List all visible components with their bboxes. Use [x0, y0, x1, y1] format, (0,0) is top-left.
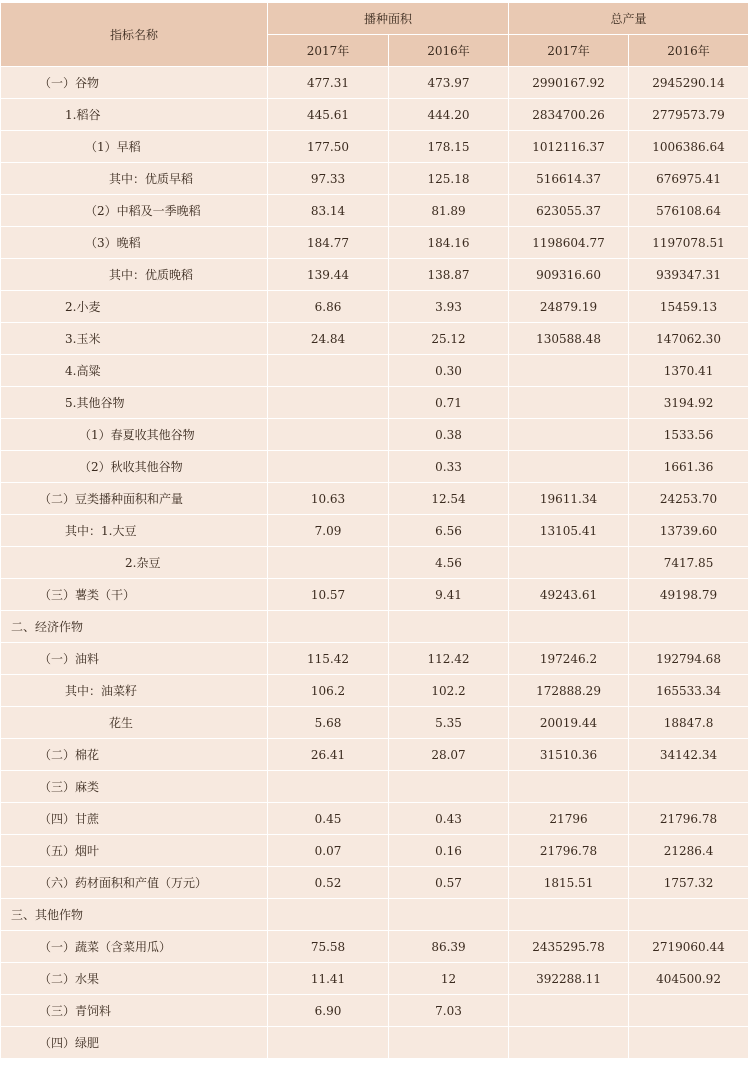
row-output-2016: 21286.4	[629, 835, 749, 867]
row-area-2017: 10.57	[268, 579, 389, 611]
table-row	[1, 355, 749, 387]
row-output-2017	[509, 995, 629, 1027]
table-row	[1, 227, 749, 259]
row-output-2016: 1006386.64	[629, 131, 749, 163]
row-area-2016: 25.12	[389, 323, 509, 355]
row-area-2017: 6.86	[268, 291, 389, 323]
crop-statistics-table	[0, 2, 749, 1059]
row-output-2017: 1012116.37	[509, 131, 629, 163]
row-output-2016: 2945290.14	[629, 67, 749, 99]
row-indicator-name: 其中：1.大豆	[1, 515, 268, 547]
row-indicator-name: 二、经济作物	[1, 611, 268, 643]
row-indicator-name: 2.杂豆	[1, 547, 268, 579]
row-area-2017	[268, 611, 389, 643]
row-indicator-name: （1）春夏收其他谷物	[1, 419, 268, 451]
row-output-2017	[509, 1027, 629, 1059]
table-row	[1, 707, 749, 739]
table-row	[1, 195, 749, 227]
row-area-2016: 4.56	[389, 547, 509, 579]
table-body	[1, 67, 749, 1059]
row-indicator-name: （五）烟叶	[1, 835, 268, 867]
row-output-2017: 2435295.78	[509, 931, 629, 963]
header-area-2017: 2017年	[268, 35, 389, 67]
row-area-2016: 0.30	[389, 355, 509, 387]
row-indicator-name: 5.其他谷物	[1, 387, 268, 419]
row-output-2016: 7417.85	[629, 547, 749, 579]
table-row	[1, 483, 749, 515]
row-output-2017: 909316.60	[509, 259, 629, 291]
row-output-2017: 1815.51	[509, 867, 629, 899]
row-area-2017	[268, 1027, 389, 1059]
row-area-2016	[389, 1027, 509, 1059]
row-indicator-name: （四）甘蔗	[1, 803, 268, 835]
row-output-2017: 2834700.26	[509, 99, 629, 131]
row-area-2016: 0.43	[389, 803, 509, 835]
row-area-2017	[268, 451, 389, 483]
row-output-2016	[629, 1027, 749, 1059]
row-indicator-name: （一）谷物	[1, 67, 268, 99]
row-area-2017: 139.44	[268, 259, 389, 291]
row-output-2017	[509, 451, 629, 483]
row-output-2017: 2990167.92	[509, 67, 629, 99]
row-indicator-name: （六）药材面积和产值（万元）	[1, 867, 268, 899]
row-area-2017	[268, 355, 389, 387]
row-area-2017: 477.31	[268, 67, 389, 99]
row-output-2017: 20019.44	[509, 707, 629, 739]
row-indicator-name: （一）油料	[1, 643, 268, 675]
table-row	[1, 67, 749, 99]
row-output-2016: 1197078.51	[629, 227, 749, 259]
row-area-2017: 106.2	[268, 675, 389, 707]
row-area-2016: 102.2	[389, 675, 509, 707]
row-area-2016: 0.16	[389, 835, 509, 867]
row-indicator-name: 1.稻谷	[1, 99, 268, 131]
row-area-2017: 0.52	[268, 867, 389, 899]
table-row	[1, 803, 749, 835]
row-output-2016	[629, 771, 749, 803]
row-area-2017: 11.41	[268, 963, 389, 995]
row-output-2016: 49198.79	[629, 579, 749, 611]
row-indicator-name: （3）晚稻	[1, 227, 268, 259]
row-indicator-name: 三、其他作物	[1, 899, 268, 931]
row-output-2017: 392288.11	[509, 963, 629, 995]
row-area-2016: 86.39	[389, 931, 509, 963]
row-output-2017: 31510.36	[509, 739, 629, 771]
table-row	[1, 131, 749, 163]
row-area-2016: 0.71	[389, 387, 509, 419]
row-area-2016: 184.16	[389, 227, 509, 259]
row-output-2017: 172888.29	[509, 675, 629, 707]
row-area-2017: 24.84	[268, 323, 389, 355]
row-indicator-name: 花生	[1, 707, 268, 739]
row-area-2017: 6.90	[268, 995, 389, 1027]
row-indicator-name: （2）中稻及一季晚稻	[1, 195, 268, 227]
row-area-2017: 97.33	[268, 163, 389, 195]
row-output-2016	[629, 611, 749, 643]
row-output-2016	[629, 899, 749, 931]
row-output-2017: 197246.2	[509, 643, 629, 675]
table-row	[1, 99, 749, 131]
row-area-2017: 5.68	[268, 707, 389, 739]
row-area-2016: 112.42	[389, 643, 509, 675]
row-area-2016: 7.03	[389, 995, 509, 1027]
row-output-2016: 404500.92	[629, 963, 749, 995]
row-area-2017: 10.63	[268, 483, 389, 515]
row-area-2017: 7.09	[268, 515, 389, 547]
row-area-2017: 115.42	[268, 643, 389, 675]
table-row	[1, 963, 749, 995]
table-row	[1, 899, 749, 931]
row-indicator-name: （二）水果	[1, 963, 268, 995]
row-area-2016	[389, 899, 509, 931]
table-row	[1, 931, 749, 963]
row-output-2016: 24253.70	[629, 483, 749, 515]
row-area-2016: 12	[389, 963, 509, 995]
header-total-output: 总产量	[509, 3, 749, 35]
row-output-2016: 15459.13	[629, 291, 749, 323]
row-indicator-name: （2）秋收其他谷物	[1, 451, 268, 483]
row-indicator-name: 其中：优质早稻	[1, 163, 268, 195]
row-indicator-name: （三）薯类（干）	[1, 579, 268, 611]
row-area-2017: 75.58	[268, 931, 389, 963]
row-area-2017	[268, 387, 389, 419]
row-indicator-name: 其中：油菜籽	[1, 675, 268, 707]
row-area-2017: 83.14	[268, 195, 389, 227]
table-row	[1, 451, 749, 483]
header-output-2017: 2017年	[509, 35, 629, 67]
table-row	[1, 547, 749, 579]
row-output-2016: 676975.41	[629, 163, 749, 195]
row-area-2016: 3.93	[389, 291, 509, 323]
row-output-2016: 576108.64	[629, 195, 749, 227]
row-indicator-name: （三）青饲料	[1, 995, 268, 1027]
row-output-2017: 623055.37	[509, 195, 629, 227]
row-indicator-name: 3.玉米	[1, 323, 268, 355]
row-output-2017: 49243.61	[509, 579, 629, 611]
row-indicator-name: （二）豆类播种面积和产量	[1, 483, 268, 515]
row-area-2016: 6.56	[389, 515, 509, 547]
row-indicator-name: （二）棉花	[1, 739, 268, 771]
row-output-2017	[509, 899, 629, 931]
table-row	[1, 579, 749, 611]
table-row	[1, 419, 749, 451]
row-area-2016: 138.87	[389, 259, 509, 291]
row-output-2017	[509, 387, 629, 419]
row-indicator-name: 2.小麦	[1, 291, 268, 323]
table-row	[1, 291, 749, 323]
row-output-2017	[509, 419, 629, 451]
row-area-2016: 0.57	[389, 867, 509, 899]
row-area-2017	[268, 899, 389, 931]
row-output-2016: 2719060.44	[629, 931, 749, 963]
table-row	[1, 515, 749, 547]
table-row	[1, 643, 749, 675]
row-output-2017	[509, 611, 629, 643]
row-area-2016: 0.33	[389, 451, 509, 483]
row-output-2016: 1661.36	[629, 451, 749, 483]
row-area-2016: 125.18	[389, 163, 509, 195]
row-output-2017: 21796	[509, 803, 629, 835]
table-row	[1, 739, 749, 771]
row-output-2016: 1757.32	[629, 867, 749, 899]
row-output-2017: 24879.19	[509, 291, 629, 323]
row-output-2016: 34142.34	[629, 739, 749, 771]
row-output-2017	[509, 771, 629, 803]
row-indicator-name: （三）麻类	[1, 771, 268, 803]
row-output-2017	[509, 547, 629, 579]
row-area-2016	[389, 611, 509, 643]
row-output-2016: 13739.60	[629, 515, 749, 547]
row-area-2016: 9.41	[389, 579, 509, 611]
header-area-2016: 2016年	[389, 35, 509, 67]
row-area-2016: 5.35	[389, 707, 509, 739]
table-row	[1, 259, 749, 291]
row-area-2017: 445.61	[268, 99, 389, 131]
row-area-2016: 28.07	[389, 739, 509, 771]
table-row	[1, 1027, 749, 1059]
table-row	[1, 771, 749, 803]
row-output-2016: 147062.30	[629, 323, 749, 355]
row-output-2016	[629, 995, 749, 1027]
row-output-2016: 192794.68	[629, 643, 749, 675]
row-area-2016	[389, 771, 509, 803]
row-indicator-name: 4.高粱	[1, 355, 268, 387]
row-area-2017: 26.41	[268, 739, 389, 771]
table-row	[1, 995, 749, 1027]
row-area-2016: 0.38	[389, 419, 509, 451]
row-output-2017: 21796.78	[509, 835, 629, 867]
row-output-2017: 1198604.77	[509, 227, 629, 259]
table-header	[1, 3, 749, 67]
row-area-2016: 12.54	[389, 483, 509, 515]
crop-statistics-table-wrapper	[0, 2, 748, 1059]
row-output-2016: 2779573.79	[629, 99, 749, 131]
table-row	[1, 867, 749, 899]
header-output-2016: 2016年	[629, 35, 749, 67]
row-output-2016: 1533.56	[629, 419, 749, 451]
table-row	[1, 835, 749, 867]
row-output-2017: 19611.34	[509, 483, 629, 515]
row-output-2017: 516614.37	[509, 163, 629, 195]
row-output-2016: 18847.8	[629, 707, 749, 739]
row-area-2017: 0.45	[268, 803, 389, 835]
row-area-2016: 473.97	[389, 67, 509, 99]
row-area-2017	[268, 771, 389, 803]
row-area-2017: 0.07	[268, 835, 389, 867]
table-row	[1, 611, 749, 643]
row-area-2016: 178.15	[389, 131, 509, 163]
row-output-2016: 939347.31	[629, 259, 749, 291]
row-indicator-name: （四）绿肥	[1, 1027, 268, 1059]
table-row	[1, 675, 749, 707]
row-area-2017: 184.77	[268, 227, 389, 259]
row-output-2016: 21796.78	[629, 803, 749, 835]
row-area-2017	[268, 547, 389, 579]
table-row	[1, 163, 749, 195]
row-area-2016: 444.20	[389, 99, 509, 131]
row-area-2017	[268, 419, 389, 451]
row-output-2016: 1370.41	[629, 355, 749, 387]
row-area-2017: 177.50	[268, 131, 389, 163]
row-indicator-name: （1）早稻	[1, 131, 268, 163]
row-output-2016: 3194.92	[629, 387, 749, 419]
row-output-2017	[509, 355, 629, 387]
row-output-2017: 13105.41	[509, 515, 629, 547]
row-indicator-name: 其中：优质晚稻	[1, 259, 268, 291]
table-row	[1, 387, 749, 419]
header-indicator-name: 指标名称	[1, 3, 268, 67]
header-sown-area: 播种面积	[268, 3, 509, 35]
row-indicator-name: （一）蔬菜（含菜用瓜）	[1, 931, 268, 963]
row-area-2016: 81.89	[389, 195, 509, 227]
row-output-2017: 130588.48	[509, 323, 629, 355]
table-row	[1, 323, 749, 355]
row-output-2016: 165533.34	[629, 675, 749, 707]
